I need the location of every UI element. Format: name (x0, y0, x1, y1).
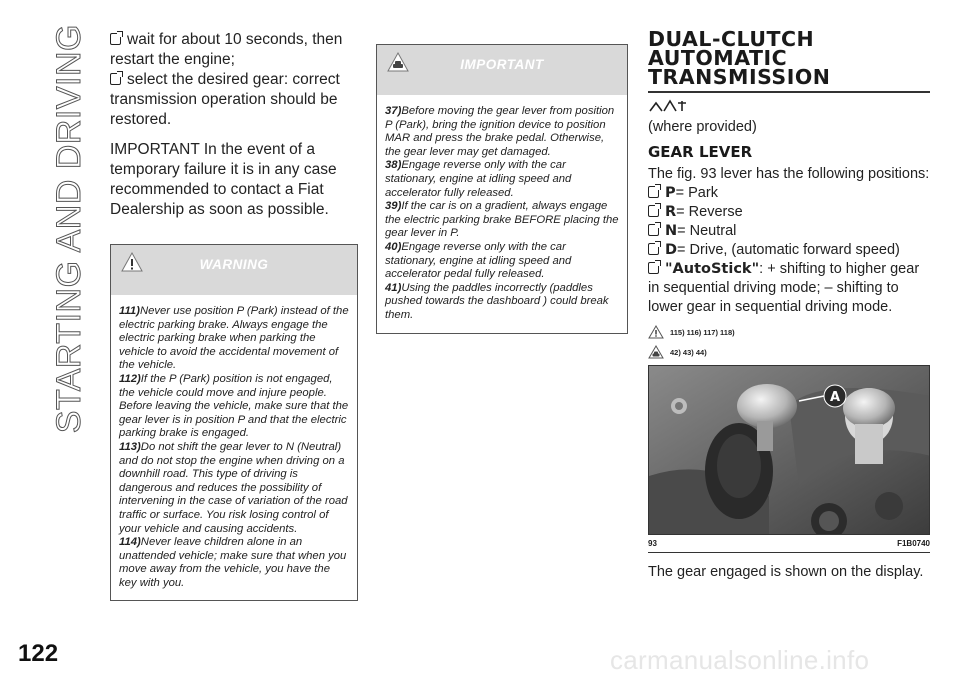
intro-text: The fig. 93 lever has the following positions: (648, 166, 930, 182)
heading-rule (648, 91, 930, 93)
bullet-icon (648, 262, 659, 274)
callout-label-a: A (829, 390, 841, 405)
item-number: 38) (385, 159, 402, 172)
closing-text: The gear engaged is shown on the display. (648, 564, 924, 580)
bullet-text: select the desired gear: correct transmission operation should be restored. (110, 71, 340, 128)
heading-line: AUTOMATIC (648, 46, 788, 70)
gear-desc: = Drive, (automatic forward speed) (677, 242, 900, 258)
bullet-text: wait for about 10 seconds, then restart the engine; (110, 31, 343, 68)
gear-desc: = Park (675, 185, 718, 201)
car-caution-icon (648, 345, 664, 359)
gear-position-item (648, 203, 930, 222)
heading-line: DUAL-CLUTCH (648, 27, 815, 51)
where-provided: (where provided) (648, 119, 757, 135)
important-title: IMPORTANT (460, 57, 544, 72)
item-text: If the car is on a gradient, always engage the electric parking brake BEFORE placing the gear lever in P. (385, 200, 619, 240)
page-number: 122 (18, 640, 59, 667)
bullet-icon (110, 33, 121, 45)
reference-text: 115) 116) 117) 118) (670, 327, 735, 337)
bullet-icon (648, 186, 659, 198)
bullet-icon (110, 73, 121, 85)
item-number: 39) (385, 200, 402, 213)
reference-text: 42) 43) 44) (670, 347, 707, 357)
warning-body (111, 295, 357, 600)
warning-references (648, 325, 930, 339)
warning-item (119, 441, 349, 536)
autostick-item (648, 260, 930, 317)
item-number: 41) (385, 281, 402, 294)
bullet-item (110, 30, 358, 70)
warning-header (111, 245, 357, 295)
gear-desc: = Reverse (676, 204, 743, 220)
bullet-item (110, 70, 358, 130)
item-text: Before moving the gear lever from position P (Park), bring the ignition device to position MAR and press the brake pedal. Otherwise, the gear lever may get damaged. (385, 105, 615, 158)
important-paragraph: IMPORTANT In the event of a temporary failure it is in any case recommended to contact a Fiat Dealership as soon as possible. (110, 141, 337, 218)
watermark-text: carmanualsonline.info (610, 645, 870, 675)
bullet-icon (648, 243, 659, 255)
item-number: 111) (119, 305, 140, 317)
warning-item (119, 536, 349, 590)
gear-position-item (648, 241, 930, 260)
item-number: 37) (385, 105, 402, 117)
item-text: Using the paddles incorrectly (paddles pushed towards the dashboard ) could break them. (385, 281, 609, 321)
important-item (385, 241, 619, 282)
middle-column (376, 44, 628, 334)
bullet-icon (648, 224, 659, 236)
variant-icon (648, 99, 688, 113)
gear-position-item (648, 222, 930, 241)
item-number: 112) (119, 372, 141, 385)
important-body (377, 95, 627, 333)
item-text: Never use position P (Park) instead of the electric parking brake. Always engage the electric parking brake when parking the vehicle to avoid the accidental movement of the vehicle. (119, 305, 349, 372)
important-box (376, 44, 628, 334)
section-side-label: STARTING AND DRIVING (50, 24, 88, 434)
item-number: 113) (119, 440, 141, 453)
warning-box (110, 244, 358, 601)
sub-heading: GEAR LEVER (648, 143, 753, 161)
gear-lever-illustration (649, 366, 930, 535)
item-text: Engage reverse only with the car stationary, engine at idling speed and accelerator pedal fully released. (385, 240, 572, 281)
important-item (385, 282, 619, 323)
gear-lever-figure (648, 365, 930, 535)
item-text: Engage reverse only with the car stationary, engine at idling speed and accelerator fully released. (385, 159, 572, 199)
warning-title: WARNING (199, 257, 269, 272)
figure-caption (648, 535, 930, 553)
right-column (648, 27, 930, 582)
gear-desc: = Neutral (677, 223, 737, 239)
bullet-icon (648, 205, 659, 217)
gear-key: "AutoStick" (665, 261, 760, 277)
section-heading (648, 27, 930, 89)
gear-key: P (665, 185, 676, 201)
important-item (385, 105, 619, 159)
gear-desc: : + shifting to higher gear in sequential driving mode; – shifting to lower gear in sequential driving mode. (648, 261, 920, 315)
important-item (385, 200, 619, 241)
figure-number: 93 (648, 539, 657, 548)
gear-key: D (665, 242, 678, 258)
gear-key: R (665, 204, 677, 220)
warning-item (119, 305, 349, 373)
left-column (110, 30, 358, 601)
item-text: Never leave children alone in an unattended vehicle; make sure that when you move away from the vehicle, you have the key with you. (119, 536, 347, 589)
gear-key: N (665, 223, 678, 239)
gear-position-item (648, 184, 930, 203)
important-header (377, 45, 627, 95)
item-number: 114) (119, 536, 141, 549)
item-number: 40) (385, 240, 402, 253)
warning-item (119, 373, 349, 441)
warning-triangle-icon (648, 325, 664, 339)
item-text: If the P (Park) position is not engaged, the vehicle could move and injure people. Before leaving the vehicle, make sure that the gear lever is in position P and that the electric parking brake is engaged. (119, 372, 349, 440)
heading-line: TRANSMISSION (648, 65, 831, 89)
important-references (648, 345, 930, 359)
figure-code: F1B0740 (897, 539, 930, 548)
important-item (385, 159, 619, 200)
item-text: Do not shift the gear lever to N (Neutral) and do not stop the engine when driving on a downhill road. This type of driving is dangerous and reduces the possibility of intervening in the case of variation of the road traffic or surface. You risk losing control of your vehicle and causing accidents. (119, 440, 348, 535)
